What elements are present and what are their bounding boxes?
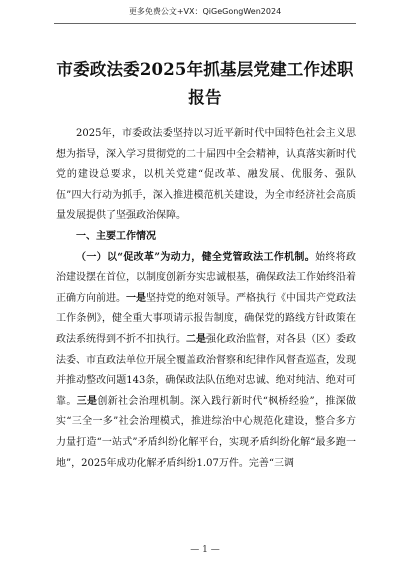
- title-line-2: 报告: [188, 88, 222, 107]
- page-number: — 1 —: [190, 545, 220, 555]
- document-title: [40, 56, 370, 112]
- point-3-label: 三是: [76, 395, 98, 407]
- subsection-paragraph: [56, 248, 356, 475]
- header-divider: [54, 23, 356, 24]
- intro-paragraph: 2025年，市委政法委坚持以习近平新时代中国特色社会主义思想为指导，深入学习贯彻党的二十届四中全会精神，认真落实新时代党的建设总要求，以机关党建“促改革、融发展、优服务、强队伍”四大行动为抓手，深入推进模范机关建设，为全市经济社会高质量发展提供了坚强政治保障。: [56, 128, 356, 222]
- point-3-text: 创新社会治理机制。深入践行新时代“枫桥经验”，推深做实“三全一多”社会治理模式，推进综治中心规范化建设，整合多方力量打造“一站式”矛盾纠纷化解平台，实现矛盾纠纷化解“最多跑一地”，2025年成功化解矛盾纠纷1.07万件。完善“三调: [56, 395, 357, 469]
- header-text: 更多免费公文+VX：QiGeGongWen2024: [128, 7, 282, 16]
- point-1-label: 一是: [126, 292, 146, 304]
- paragraph-part-1: 始终将政治建设摆在首位，以制度创新夯实忠诚根基，确保政法工作始终沿着正确方向前进。: [56, 251, 357, 304]
- section-heading: 一、主要工作情况: [76, 230, 156, 242]
- point-1-text: 坚持党的绝对领导。严格执行《中国共产党政法工作条例》，健全重大事项请示报告制度，确保党的路线方针政策在政法系统得到不折不扣执行。: [56, 292, 356, 345]
- point-2-label: 二是: [186, 333, 206, 345]
- title-line-1: 市委政法委2025年抓基层党建工作述职: [56, 60, 354, 79]
- document-body: [56, 124, 356, 474]
- subsection-title: 以“促改革”为动力，健全党管政法工作机制。: [106, 251, 316, 263]
- subsection-number: （一）: [76, 251, 107, 263]
- point-2-text: 强化政治监督，对各县（区）委政法委、市直政法单位开展全覆盖政治督察和纪律作风督查巡查，发现并推动整改问题143条，确保政法队伍绝对忠诚、绝对纯洁、绝对可靠。: [56, 333, 356, 407]
